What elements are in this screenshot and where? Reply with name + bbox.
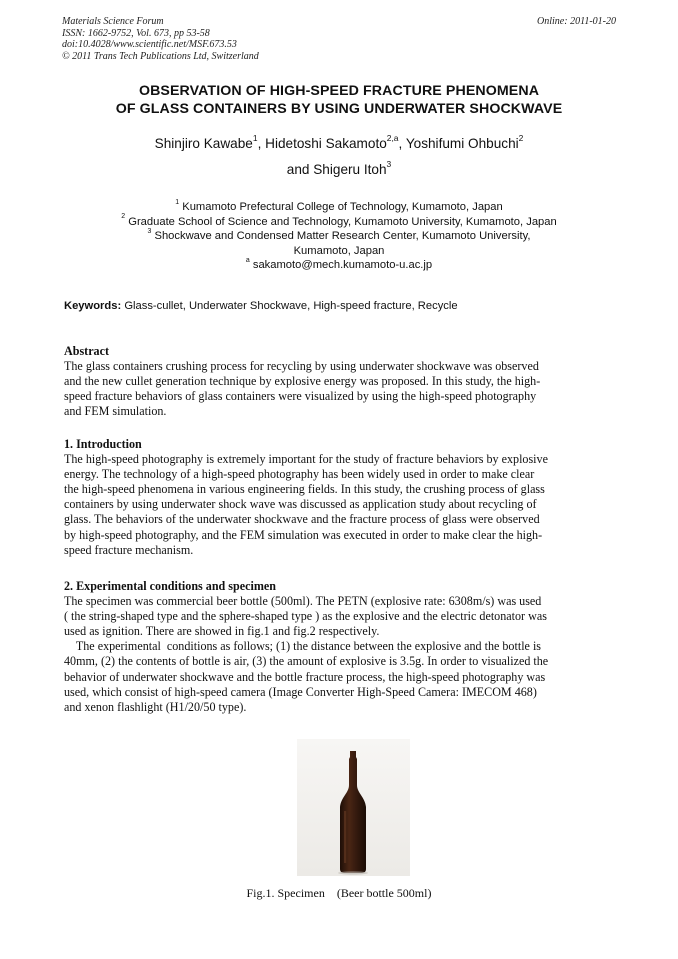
experimental-heading: 2. Experimental conditions and specimen: [64, 579, 276, 593]
copyright-line: © 2011 Trans Tech Publications Ltd, Switzerland: [62, 50, 259, 62]
affiliation-2-text: Graduate School of Science and Technology, Kumamoto University, Kumamoto, Japan: [128, 215, 557, 228]
author-4-prefix: and: [286, 162, 310, 177]
figure-1-caption: Fig.1. Specimen (Beer bottle 500ml): [246, 886, 432, 900]
introduction-section: [64, 437, 616, 558]
affiliation-1-text: Kumamoto Prefectural College of Technology, Kumamoto, Japan: [182, 201, 503, 213]
affiliation-2-sup: 2: [121, 213, 126, 221]
intro-line: The high-speed photography is extremely important for the study of fracture behaviors by explosive: [64, 452, 548, 467]
experimental-line: ( the string-shaped type and the sphere-shaped type ) as the explosive and the electric detonator was: [64, 609, 547, 624]
experimental-line: used, which consist of high-speed camera (Image Converter High-Speed Camera: IMECOM 468): [64, 684, 537, 699]
experimental-section: [64, 579, 616, 715]
affiliation-2: [40, 215, 638, 230]
experimental-line: and xenon flashlight (H1/20/50 type).: [64, 699, 247, 714]
affiliation-1-sup: 1: [175, 198, 180, 206]
doi-line: doi:10.4028/www.scientific.net/MSF.673.53: [62, 39, 237, 51]
experimental-line: 40mm, (2) the contents of bottle is air, (3) the amount of explosive is 3.5g. In order to visualized the: [64, 654, 549, 669]
affiliations: [40, 200, 638, 273]
author-2: Hidetoshi Sakamoto: [265, 136, 387, 151]
intro-line: speed fracture mechanism.: [64, 542, 194, 557]
author-3: Yoshifumi Ohbuchi: [405, 136, 519, 151]
abstract-line: and the new cullet generation technique by explosive energy was proposed. In this study, the high-: [64, 374, 541, 389]
author-2-sup: 2,a: [386, 132, 399, 143]
intro-line: by high-speed photography, and the FEM simulation was executed in order to make clear the high-: [64, 527, 543, 542]
experimental-line: used as ignition. There are showed in fig.1 and fig.2 respectively.: [64, 624, 380, 639]
introduction-heading: 1. Introduction: [64, 437, 142, 451]
abstract-line: speed fracture behaviors of glass containers were visualized by using the high-speed photography: [64, 389, 537, 404]
intro-line: the high-speed phenomena in various engineering fields. In this study, the crushing process of glass: [64, 482, 545, 497]
affiliation-3-cont: Kumamoto, Japan: [293, 244, 385, 257]
author-line-1: Shinjiro Kawabe$^1$, Hidetoshi Sakamoto$^{2,a}$, Yoshifumi Ohbuchi$^2$: [154, 132, 524, 151]
affiliation-3-text: Shockwave and Condensed Matter Research Center, Kumamoto University,: [154, 230, 531, 243]
abstract-heading: Abstract: [64, 344, 110, 358]
figure-1-photo: [297, 739, 410, 876]
title-line-2: OF GLASS CONTAINERS BY USING UNDERWATER SHOCKWAVE: [115, 101, 563, 117]
intro-line: glass. The behaviors of the underwater shockwave and the fracture process of glass were observed: [64, 512, 540, 527]
abstract-section: [64, 344, 616, 419]
author-3-sup: 2: [518, 132, 524, 143]
experimental-line: The experimental conditions as follows; (1) the distance between the explosive and the bottle is: [64, 639, 542, 654]
intro-line: containers by using underwater shock wave was discussed as application study about recycling of: [64, 497, 537, 512]
keywords: [64, 299, 624, 313]
author-line-2: [40, 157, 638, 183]
intro-line: energy. The technology of a high-speed photography has been widely used in order to make clear: [64, 467, 535, 482]
author-4: Shigeru Itoh: [313, 162, 387, 177]
affiliation-3: [40, 229, 638, 244]
author-list: [40, 131, 638, 183]
email-address: sakamoto@mech.kumamoto-u.ac.jp: [252, 259, 433, 272]
abstract-line: The glass containers crushing process for recycling by using underwater shockwave was observed: [64, 359, 539, 374]
author-1-sup: 1: [252, 132, 258, 143]
author-4-sup: 3: [386, 158, 392, 169]
experimental-line: The specimen was commercial beer bottle (500ml). The PETN (explosive rate: 6308m/s) was used: [64, 594, 542, 609]
keywords-label: Keywords:: [64, 300, 122, 312]
issn-line: ISSN: 1662-9752, Vol. 673, pp 53-58: [62, 27, 210, 39]
abstract-line: and FEM simulation.: [64, 404, 167, 419]
paper-title: [40, 82, 638, 118]
journal-name: Materials Science Forum: [62, 16, 164, 27]
affiliation-1: [40, 200, 638, 215]
journal-header: [62, 16, 259, 62]
online-date: Online: 2011-01-20: [537, 16, 616, 27]
email-line: [40, 258, 638, 273]
experimental-line: behavior of underwater shockwave and the bottle fracture process, the high-speed photography was: [64, 669, 546, 684]
title-line-1: OBSERVATION OF HIGH-SPEED FRACTURE PHENOMENA: [138, 83, 540, 99]
author-1: Shinjiro Kawabe: [154, 136, 253, 151]
beer-bottle-photo: [297, 739, 410, 876]
email-sup: a: [245, 257, 250, 265]
affiliation-3-sup: 3: [147, 228, 152, 236]
keywords-text: Glass-cullet, Underwater Shockwave, High-speed fracture, Recycle: [124, 300, 458, 312]
